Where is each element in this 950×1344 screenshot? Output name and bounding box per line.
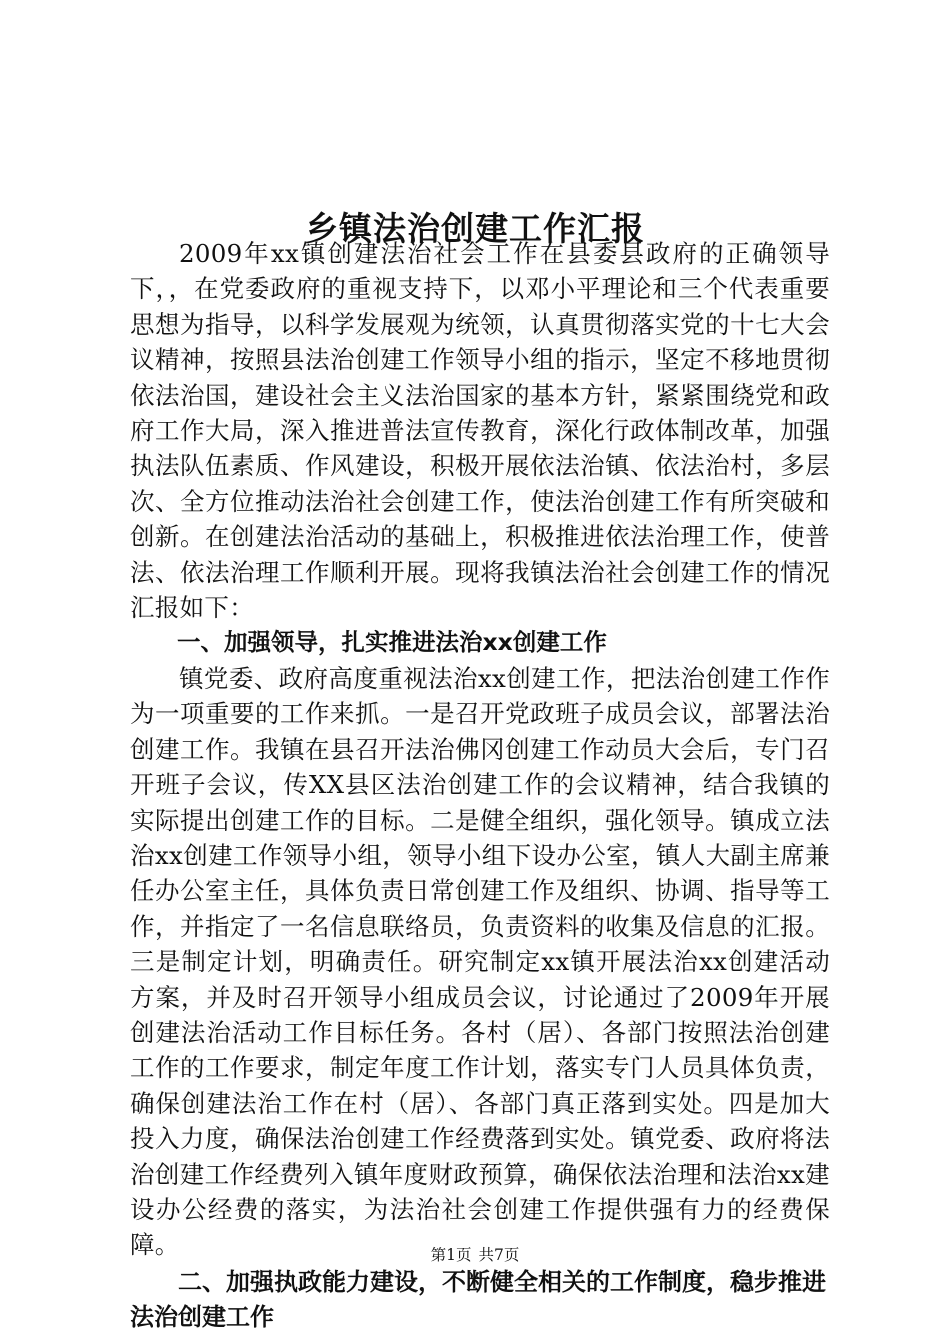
section-1-paragraph: 镇党委、政府高度重视法治xx创建工作，把法治创建工作作为一项重要的工作来抓。一是召开党政班子成员会议，部署法治创建工作。我镇在县召开法治佛冈创建工作动员大会后，专门召开班子会议，传XX县区法治创建工作的会议精神，结合我镇的实际提出创建工作的目标。二是健全组织，强化领导。镇成立法治xx创建工作领导小组，领导小组下设办公室，镇人大副主席兼任办公室主任，具体负责日常创建工作及组织、协调、指导等工作，并指定了一名信息联络员，负责资料的收集及信息的汇报。三是制定计划，明确责任。研究制定xx镇开展法治xx创建活动方案，并及时召开领导小组成员会议，讨论通过了2009年开展创建法治活动工作目标任务。各村（居）、各部门按照法治创建工作的工作要求，制定年度工作计划，落实专门人员具体负责，确保创建法治工作在村（居）、各部门真正落到实处。四是加大投入力度，确保法治创建工作经费落到实处。镇党委、政府将法治创建工作经费列入镇年度财政预算，确保依法治理和法治xx建设办公经费的落实，为法治社会创建工作提供强有力的经费保障。 — [130, 663, 830, 1260]
section-heading-2: 二、加强执政能力建设，不断健全相关的工作制度，稳步推进法治创建工作 — [130, 1267, 826, 1331]
intro-paragraph: 2009年xx镇创建法治社会工作在县委县政府的正确领导下，，在党委政府的重视支持下，以邓小平理论和三个代表重要思想为指导，以科学发展观为统领，认真贯彻落实党的十七大会议精神，按照县法治创建工作领导小组的指示，坚定不移地贯彻依法治国，建设社会主义法治国家的基本方针，紧紧围绕党和政府工作大局，深入推进普法宣传教育，深化行政体制改革，加强执法队伍素质、作风建设，积极开展依法治镇、依法治村，多层次、全方位推动法治社会创建工作，使法治创建工作有所突破和创新。在创建法治活动的基础上，积极推进依法治理工作，使普法、依法治理工作顺利开展。现将我镇法治社会创建工作的情况汇报如下： — [130, 239, 830, 623]
document-body — [130, 236, 830, 1335]
section-heading-1: 一、加强领导，扎实推进法治xx创建工作 — [177, 628, 607, 657]
page-footer — [0, 1243, 950, 1267]
document-title: 乡镇法治创建工作汇报 — [305, 209, 645, 249]
page-number: 第1页 — [430, 1246, 472, 1264]
page-total: 共7页 — [478, 1246, 520, 1264]
